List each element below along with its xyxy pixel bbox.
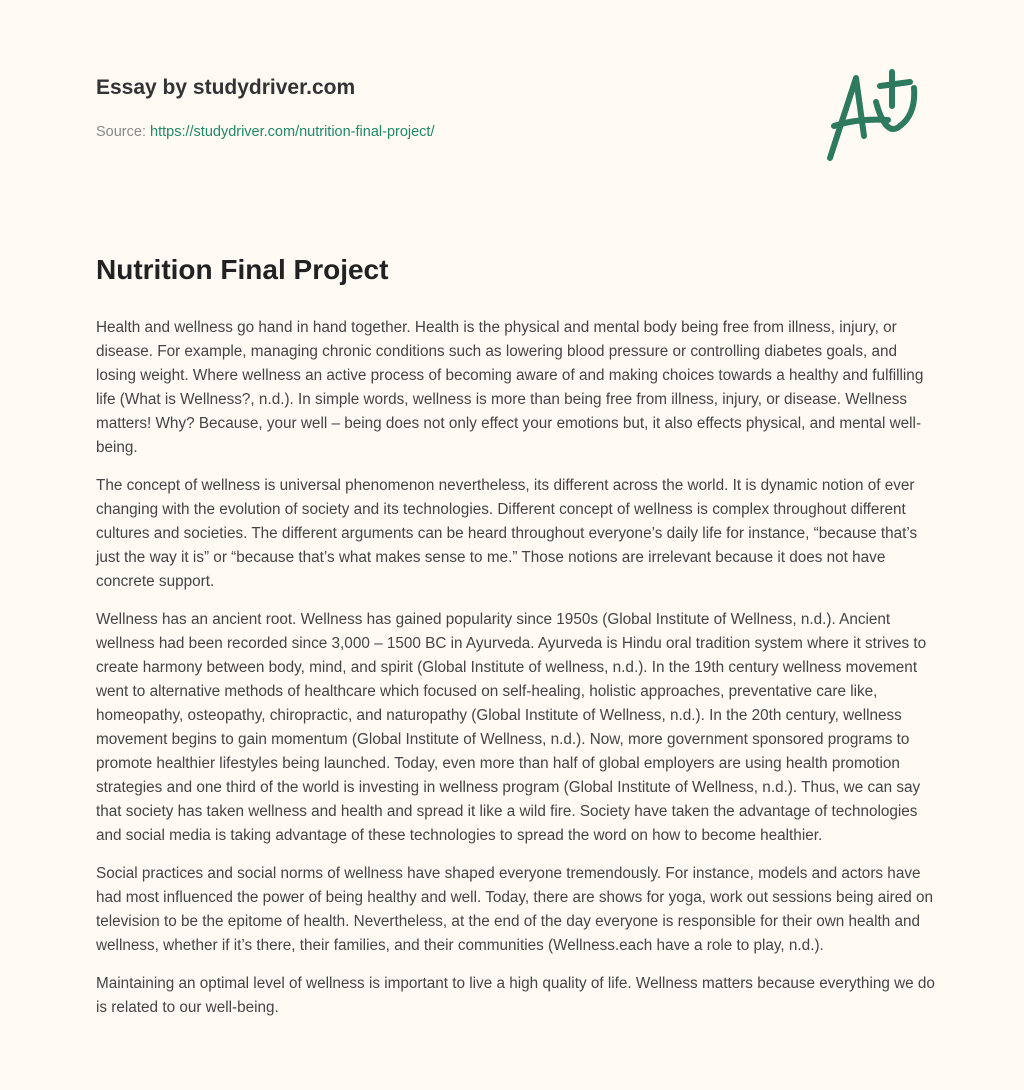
paragraph: Health and wellness go hand in hand together. Health is the physical and mental body being free from illness, injury, or disease. For example, managing chronic conditions such as lowering blood pressure or controlling diabetes goals, and losing weight. Where wellness an active process of becoming aware of and making choices towards a healthy and fulfilling life (What is Wellness?, n.d.). In simple words, wellness is more than being free from illness, injury, or disease. Wellness matters! Why? Because, your well – being does not only effect your emotions but, it also effects physical, and mental well-being.: [96, 319, 924, 456]
source-line: [96, 124, 435, 140]
paragraph: Social practices and social norms of wellness have shaped everyone tremendously. For instance, models and actors have had most influenced the power of being healthy and well. Today, there are shows for yoga, work out sessions being aired on television to be the epitome of health. Nevertheless, at the end of the day everyone is responsible for their own health and wellness, whether if it’s there, their families, and their communities (Wellness.each have a role to play, n.d.).: [96, 865, 934, 954]
a-plus-logo-icon: [818, 66, 928, 166]
essay-body: [96, 316, 938, 1034]
paragraph: Maintaining an optimal level of wellness is important to live a high quality of life. Wellness matters because everything we do is related to our well-being.: [96, 975, 935, 1016]
essay-title: Nutrition Final Project: [96, 254, 389, 285]
paragraph: The concept of wellness is universal phenomenon nevertheless, its different across the world. It is dynamic notion of ever changing with the evolution of society and its technologies. Different concept of wellness is complex throughout different cultures and societies. The different arguments can be heard throughout everyone’s daily life for instance, “because that’s just the way it is” or “because that’s what makes sense to me.” Those notions are irrelevant because it does not have concrete support.: [96, 477, 918, 590]
paragraph: Wellness has an ancient root. Wellness has gained popularity since 1950s (Global Institute of Wellness, n.d.). Ancient wellness had been recorded since 3,000 – 1500 BC in Ayurveda. Ayurveda is Hindu oral tradition system where it strives to create harmony between body, mind, and spirit (Global Institute of wellness, n.d.). In the 19th century wellness movement went to alternative methods of healthcare which focused on self-healing, holistic approaches, preventative care like, homeopathy, osteopathy, chiropractic, and naturopathy (Global Institute of Wellness, n.d.). In the 20th century, wellness movement begins to gain momentum (Global Institute of Wellness, n.d.). Now, more government sponsored programs to promote healthier lifestyles being launched. Today, even more than half of global employers are using health promotion strategies and one third of the world is investing in wellness program (Global Institute of Wellness, n.d.). Thus, we can say that society has taken wellness and health and spread it like a wild fire. Society have taken the advantage of technologies and social media is taking advantage of these technologies to spread the word on how to become healthier.: [96, 611, 927, 844]
site-title: Essay by studydriver.com: [96, 76, 356, 99]
source-label: Source:: [96, 124, 146, 140]
source-link[interactable]: https://studydriver.com/nutrition-final-project/: [150, 124, 435, 140]
